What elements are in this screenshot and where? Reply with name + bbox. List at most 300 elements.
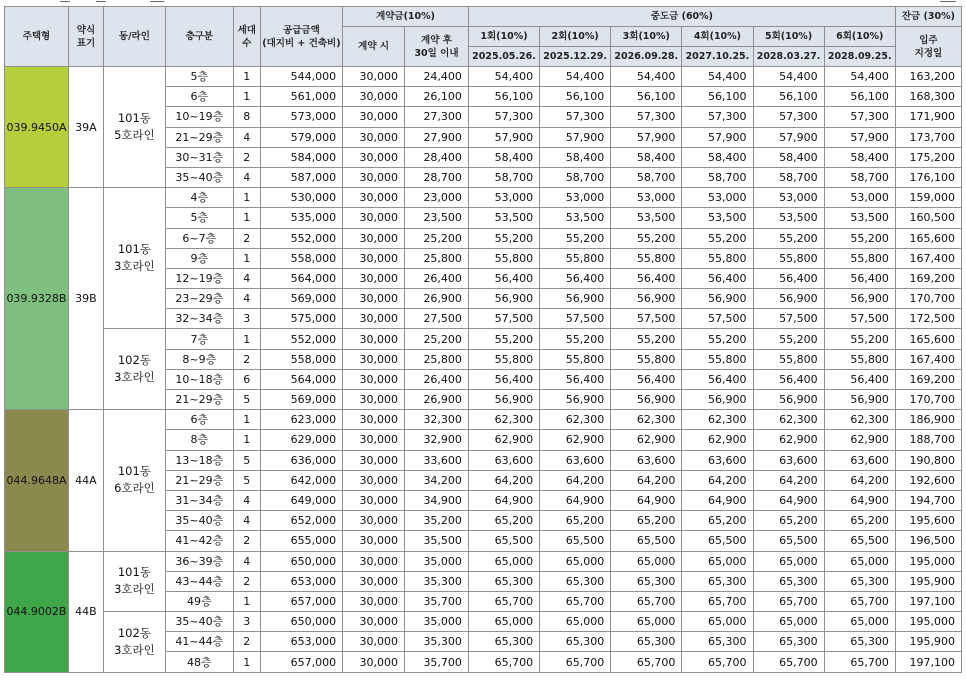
units-cell: 8	[233, 107, 260, 127]
dong-line-cell: 101동 6호라인	[103, 410, 165, 551]
units-cell: 3	[233, 612, 260, 632]
mid-1-cell: 55,200	[468, 228, 539, 248]
deposit-after-cell: 35,300	[405, 632, 469, 652]
mid-3-cell: 65,000	[611, 612, 682, 632]
mid-1-cell: 58,400	[468, 147, 539, 167]
dong-line-cell: 101동 5호라인	[103, 67, 165, 188]
mid-4-cell: 58,700	[682, 167, 753, 187]
table-header	[5, 7, 962, 67]
balance-cell: 167,400	[895, 248, 961, 268]
header-mid-1-date: 2025.05.26.	[468, 47, 539, 67]
deposit-contract-cell: 30,000	[343, 268, 405, 288]
supply-price-cell: 573,000	[260, 107, 342, 127]
mid-3-cell: 65,000	[611, 551, 682, 571]
units-cell: 1	[233, 67, 260, 87]
mid-2-cell: 63,600	[540, 450, 611, 470]
mid-5-cell: 65,000	[753, 551, 824, 571]
mid-3-cell: 57,900	[611, 127, 682, 147]
deposit-after-cell: 27,500	[405, 309, 469, 329]
balance-cell: 197,100	[895, 591, 961, 611]
units-cell: 1	[233, 87, 260, 107]
mid-1-cell: 53,000	[468, 188, 539, 208]
floor-cell: 9층	[165, 248, 233, 268]
balance-cell: 186,900	[895, 410, 961, 430]
deposit-after-cell: 23,500	[405, 208, 469, 228]
dong-line-cell: 102동 3호라인	[103, 612, 165, 673]
mid-1-cell: 57,300	[468, 107, 539, 127]
mid-3-cell: 65,200	[611, 511, 682, 531]
floor-cell: 36~39층	[165, 551, 233, 571]
floor-cell: 41~42층	[165, 531, 233, 551]
mid-2-cell: 56,100	[540, 87, 611, 107]
header-dong-line: 동/라인	[103, 7, 165, 67]
mid-3-cell: 54,400	[611, 67, 682, 87]
mid-3-cell: 56,900	[611, 289, 682, 309]
mid-6-cell: 53,000	[824, 188, 895, 208]
header-mid-group: 중도금 (60%)	[468, 7, 895, 27]
supply-price-cell: 653,000	[260, 571, 342, 591]
supply-price-cell: 629,000	[260, 430, 342, 450]
mid-6-cell: 62,300	[824, 410, 895, 430]
mid-2-cell: 55,200	[540, 228, 611, 248]
mid-4-cell: 55,800	[682, 248, 753, 268]
mid-6-cell: 65,500	[824, 531, 895, 551]
mid-5-cell: 65,500	[753, 531, 824, 551]
mid-3-cell: 55,800	[611, 248, 682, 268]
balance-cell: 170,700	[895, 390, 961, 410]
mid-2-cell: 65,700	[540, 591, 611, 611]
units-cell: 1	[233, 188, 260, 208]
mid-4-cell: 64,200	[682, 470, 753, 490]
mid-1-cell: 56,100	[468, 87, 539, 107]
mid-2-cell: 65,000	[540, 551, 611, 571]
deposit-after-cell: 35,700	[405, 652, 469, 672]
mid-3-cell: 62,300	[611, 410, 682, 430]
mid-3-cell: 55,800	[611, 349, 682, 369]
mid-5-cell: 65,700	[753, 591, 824, 611]
mid-5-cell: 56,100	[753, 87, 824, 107]
mid-4-cell: 58,400	[682, 147, 753, 167]
mid-3-cell: 53,500	[611, 208, 682, 228]
units-cell: 4	[233, 551, 260, 571]
balance-cell: 195,600	[895, 511, 961, 531]
balance-cell: 173,700	[895, 127, 961, 147]
mid-4-cell: 65,500	[682, 531, 753, 551]
mid-4-cell: 53,500	[682, 208, 753, 228]
mid-3-cell: 56,100	[611, 87, 682, 107]
supply-price-cell: 636,000	[260, 450, 342, 470]
mid-3-cell: 57,300	[611, 107, 682, 127]
mid-3-cell: 58,700	[611, 167, 682, 187]
deposit-contract-cell: 30,000	[343, 490, 405, 510]
balance-cell: 197,100	[895, 652, 961, 672]
mid-3-cell: 64,200	[611, 470, 682, 490]
floor-cell: 8~9층	[165, 349, 233, 369]
deposit-contract-cell: 30,000	[343, 289, 405, 309]
mid-1-cell: 63,600	[468, 450, 539, 470]
mid-5-cell: 57,900	[753, 127, 824, 147]
deposit-contract-cell: 30,000	[343, 369, 405, 389]
abbr-cell: 39B	[68, 188, 103, 410]
mid-4-cell: 55,200	[682, 228, 753, 248]
header-mid-6-date: 2028.09.25.	[824, 47, 895, 67]
mid-4-cell: 56,900	[682, 289, 753, 309]
deposit-contract-cell: 30,000	[343, 591, 405, 611]
supply-price-cell: 649,000	[260, 490, 342, 510]
mid-1-cell: 56,900	[468, 289, 539, 309]
mid-1-cell: 57,900	[468, 127, 539, 147]
mid-3-cell: 65,500	[611, 531, 682, 551]
balance-cell: 195,000	[895, 612, 961, 632]
header-mid-5: 5회(10%)	[753, 27, 824, 47]
mid-5-cell: 53,500	[753, 208, 824, 228]
mid-6-cell: 56,400	[824, 369, 895, 389]
deposit-contract-cell: 30,000	[343, 349, 405, 369]
units-cell: 4	[233, 511, 260, 531]
floor-cell: 21~29층	[165, 127, 233, 147]
balance-cell: 192,600	[895, 470, 961, 490]
mid-6-cell: 55,200	[824, 228, 895, 248]
mid-1-cell: 65,500	[468, 531, 539, 551]
mid-1-cell: 56,400	[468, 369, 539, 389]
deposit-after-cell: 25,200	[405, 228, 469, 248]
house-type-cell: 044.9002B	[5, 551, 69, 672]
mid-6-cell: 64,200	[824, 470, 895, 490]
mid-5-cell: 56,900	[753, 390, 824, 410]
mid-6-cell: 57,500	[824, 309, 895, 329]
mid-5-cell: 65,700	[753, 652, 824, 672]
mid-2-cell: 65,200	[540, 511, 611, 531]
supply-price-cell: 561,000	[260, 87, 342, 107]
deposit-after-cell: 25,800	[405, 248, 469, 268]
mid-5-cell: 64,200	[753, 470, 824, 490]
deposit-contract-cell: 30,000	[343, 248, 405, 268]
supply-price-cell: 544,000	[260, 67, 342, 87]
mid-2-cell: 56,900	[540, 390, 611, 410]
mid-4-cell: 53,000	[682, 188, 753, 208]
header-mid-1: 1회(10%)	[468, 27, 539, 47]
deposit-after-cell: 25,200	[405, 329, 469, 349]
mid-1-cell: 64,900	[468, 490, 539, 510]
deposit-contract-cell: 30,000	[343, 551, 405, 571]
floor-cell: 49층	[165, 591, 233, 611]
mid-2-cell: 65,300	[540, 571, 611, 591]
mid-2-cell: 55,800	[540, 248, 611, 268]
mid-1-cell: 62,300	[468, 410, 539, 430]
header-units: 세대 수	[233, 7, 260, 67]
deposit-contract-cell: 30,000	[343, 107, 405, 127]
units-cell: 1	[233, 430, 260, 450]
top-rule	[0, 0, 966, 4]
units-cell: 6	[233, 369, 260, 389]
mid-1-cell: 64,200	[468, 470, 539, 490]
mid-6-cell: 55,200	[824, 329, 895, 349]
deposit-contract-cell: 30,000	[343, 67, 405, 87]
deposit-after-cell: 26,400	[405, 369, 469, 389]
mid-5-cell: 57,300	[753, 107, 824, 127]
balance-cell: 160,500	[895, 208, 961, 228]
deposit-contract-cell: 30,000	[343, 188, 405, 208]
header-mid-6: 6회(10%)	[824, 27, 895, 47]
mid-1-cell: 56,900	[468, 390, 539, 410]
mid-6-cell: 55,800	[824, 349, 895, 369]
floor-cell: 48층	[165, 652, 233, 672]
supply-price-cell: 564,000	[260, 268, 342, 288]
mid-6-cell: 65,300	[824, 632, 895, 652]
mid-2-cell: 64,900	[540, 490, 611, 510]
floor-cell: 35~40층	[165, 511, 233, 531]
mid-1-cell: 56,400	[468, 268, 539, 288]
balance-cell: 172,500	[895, 309, 961, 329]
deposit-contract-cell: 30,000	[343, 167, 405, 187]
deposit-after-cell: 25,800	[405, 349, 469, 369]
header-deposit-at-contract: 계약 시	[343, 27, 405, 67]
mid-2-cell: 57,900	[540, 127, 611, 147]
units-cell: 1	[233, 329, 260, 349]
balance-cell: 163,200	[895, 67, 961, 87]
floor-cell: 35~40층	[165, 612, 233, 632]
balance-cell: 195,900	[895, 571, 961, 591]
mid-5-cell: 65,300	[753, 632, 824, 652]
mid-6-cell: 62,900	[824, 430, 895, 450]
header-deposit-group: 계약금(10%)	[343, 7, 469, 27]
mid-5-cell: 63,600	[753, 450, 824, 470]
supply-price-cell: 657,000	[260, 591, 342, 611]
mid-1-cell: 55,800	[468, 349, 539, 369]
mid-2-cell: 56,900	[540, 289, 611, 309]
mid-3-cell: 65,700	[611, 591, 682, 611]
mid-1-cell: 65,700	[468, 652, 539, 672]
mid-2-cell: 62,300	[540, 410, 611, 430]
balance-cell: 176,100	[895, 167, 961, 187]
deposit-contract-cell: 30,000	[343, 470, 405, 490]
mid-2-cell: 65,300	[540, 632, 611, 652]
mid-3-cell: 55,200	[611, 329, 682, 349]
mid-2-cell: 65,000	[540, 612, 611, 632]
mid-3-cell: 56,400	[611, 369, 682, 389]
abbr-cell: 44B	[68, 551, 103, 672]
deposit-contract-cell: 30,000	[343, 571, 405, 591]
deposit-after-cell: 26,900	[405, 289, 469, 309]
mid-4-cell: 62,900	[682, 430, 753, 450]
mid-4-cell: 63,600	[682, 450, 753, 470]
units-cell: 4	[233, 127, 260, 147]
mid-5-cell: 65,300	[753, 571, 824, 591]
mid-6-cell: 63,600	[824, 450, 895, 470]
mid-2-cell: 58,700	[540, 167, 611, 187]
mid-2-cell: 56,400	[540, 268, 611, 288]
floor-cell: 8층	[165, 430, 233, 450]
mid-5-cell: 62,900	[753, 430, 824, 450]
deposit-contract-cell: 30,000	[343, 329, 405, 349]
supply-price-cell: 657,000	[260, 652, 342, 672]
units-cell: 1	[233, 208, 260, 228]
deposit-contract-cell: 30,000	[343, 430, 405, 450]
mid-4-cell: 56,900	[682, 390, 753, 410]
balance-cell: 194,700	[895, 490, 961, 510]
supply-price-cell: 653,000	[260, 632, 342, 652]
mid-5-cell: 56,400	[753, 369, 824, 389]
floor-cell: 21~29층	[165, 390, 233, 410]
mid-1-cell: 62,900	[468, 430, 539, 450]
deposit-contract-cell: 30,000	[343, 390, 405, 410]
supply-price-cell: 652,000	[260, 511, 342, 531]
units-cell: 2	[233, 228, 260, 248]
units-cell: 2	[233, 147, 260, 167]
units-cell: 1	[233, 410, 260, 430]
mid-6-cell: 65,000	[824, 612, 895, 632]
floor-cell: 21~29층	[165, 470, 233, 490]
mid-2-cell: 65,500	[540, 531, 611, 551]
mid-1-cell: 55,800	[468, 248, 539, 268]
table-row	[5, 551, 962, 571]
mid-2-cell: 58,400	[540, 147, 611, 167]
mid-3-cell: 55,200	[611, 228, 682, 248]
mid-1-cell: 53,500	[468, 208, 539, 228]
balance-cell: 175,200	[895, 147, 961, 167]
mid-6-cell: 65,200	[824, 511, 895, 531]
mid-3-cell: 65,700	[611, 652, 682, 672]
mid-1-cell: 54,400	[468, 67, 539, 87]
floor-cell: 13~18층	[165, 450, 233, 470]
header-supply-price: 공급금액 (대지비 + 건축비)	[260, 7, 342, 67]
abbr-cell: 39A	[68, 67, 103, 188]
abbr-cell: 44A	[68, 410, 103, 551]
units-cell: 4	[233, 289, 260, 309]
mid-3-cell: 57,500	[611, 309, 682, 329]
table-row	[5, 329, 962, 349]
units-cell: 5	[233, 470, 260, 490]
mid-4-cell: 65,000	[682, 612, 753, 632]
deposit-contract-cell: 30,000	[343, 531, 405, 551]
mid-3-cell: 58,400	[611, 147, 682, 167]
mid-5-cell: 54,400	[753, 67, 824, 87]
mid-2-cell: 53,500	[540, 208, 611, 228]
mid-5-cell: 55,800	[753, 248, 824, 268]
mid-6-cell: 58,400	[824, 147, 895, 167]
floor-cell: 30~31층	[165, 147, 233, 167]
mid-3-cell: 65,300	[611, 632, 682, 652]
mid-5-cell: 65,200	[753, 511, 824, 531]
balance-cell: 165,600	[895, 329, 961, 349]
deposit-after-cell: 24,400	[405, 67, 469, 87]
deposit-after-cell: 35,000	[405, 551, 469, 571]
units-cell: 4	[233, 490, 260, 510]
price-table	[4, 6, 962, 673]
mid-2-cell: 64,200	[540, 470, 611, 490]
balance-cell: 170,700	[895, 289, 961, 309]
units-cell: 5	[233, 450, 260, 470]
balance-cell: 168,300	[895, 87, 961, 107]
supply-price-cell: 552,000	[260, 329, 342, 349]
deposit-contract-cell: 30,000	[343, 410, 405, 430]
deposit-contract-cell: 30,000	[343, 632, 405, 652]
supply-price-cell: 558,000	[260, 349, 342, 369]
mid-6-cell: 56,900	[824, 289, 895, 309]
deposit-after-cell: 34,900	[405, 490, 469, 510]
mid-1-cell: 65,000	[468, 612, 539, 632]
deposit-after-cell: 35,000	[405, 612, 469, 632]
header-mid-2-date: 2025.12.29.	[540, 47, 611, 67]
mid-1-cell: 58,700	[468, 167, 539, 187]
deposit-contract-cell: 30,000	[343, 228, 405, 248]
mid-2-cell: 53,000	[540, 188, 611, 208]
header-mid-3-date: 2026.09.28.	[611, 47, 682, 67]
deposit-after-cell: 28,700	[405, 167, 469, 187]
deposit-after-cell: 32,300	[405, 410, 469, 430]
deposit-after-cell: 35,300	[405, 571, 469, 591]
header-mid-4: 4회(10%)	[682, 27, 753, 47]
mid-5-cell: 57,500	[753, 309, 824, 329]
deposit-after-cell: 27,900	[405, 127, 469, 147]
house-type-cell: 039.9328B	[5, 188, 69, 410]
floor-cell: 6층	[165, 87, 233, 107]
floor-cell: 31~34층	[165, 490, 233, 510]
mid-6-cell: 64,900	[824, 490, 895, 510]
mid-4-cell: 65,200	[682, 511, 753, 531]
mid-4-cell: 55,200	[682, 329, 753, 349]
supply-price-cell: 650,000	[260, 612, 342, 632]
floor-cell: 5층	[165, 67, 233, 87]
units-cell: 1	[233, 652, 260, 672]
mid-1-cell: 57,500	[468, 309, 539, 329]
deposit-contract-cell: 30,000	[343, 147, 405, 167]
balance-cell: 196,500	[895, 531, 961, 551]
mid-4-cell: 65,700	[682, 652, 753, 672]
mid-4-cell: 56,400	[682, 268, 753, 288]
mid-2-cell: 57,500	[540, 309, 611, 329]
floor-cell: 6층	[165, 410, 233, 430]
deposit-after-cell: 28,400	[405, 147, 469, 167]
floor-cell: 23~29층	[165, 289, 233, 309]
mid-3-cell: 64,900	[611, 490, 682, 510]
mid-4-cell: 57,500	[682, 309, 753, 329]
floor-cell: 10~19층	[165, 107, 233, 127]
deposit-after-cell: 35,700	[405, 591, 469, 611]
mid-4-cell: 56,400	[682, 369, 753, 389]
deposit-contract-cell: 30,000	[343, 127, 405, 147]
supply-price-cell: 579,000	[260, 127, 342, 147]
mid-4-cell: 55,800	[682, 349, 753, 369]
mid-5-cell: 55,800	[753, 349, 824, 369]
mid-5-cell: 65,000	[753, 612, 824, 632]
balance-cell: 167,400	[895, 349, 961, 369]
floor-cell: 12~19층	[165, 268, 233, 288]
mid-5-cell: 55,200	[753, 329, 824, 349]
mid-3-cell: 62,900	[611, 430, 682, 450]
balance-cell: 165,600	[895, 228, 961, 248]
deposit-after-cell: 27,300	[405, 107, 469, 127]
deposit-after-cell: 26,400	[405, 268, 469, 288]
mid-6-cell: 65,700	[824, 652, 895, 672]
mid-4-cell: 64,900	[682, 490, 753, 510]
floor-cell: 35~40층	[165, 167, 233, 187]
mid-4-cell: 65,000	[682, 551, 753, 571]
table-row	[5, 188, 962, 208]
mid-6-cell: 65,000	[824, 551, 895, 571]
supply-price-cell: 558,000	[260, 248, 342, 268]
balance-cell: 169,200	[895, 268, 961, 288]
mid-2-cell: 55,200	[540, 329, 611, 349]
mid-5-cell: 56,400	[753, 268, 824, 288]
supply-price-cell: 575,000	[260, 309, 342, 329]
mid-5-cell: 62,300	[753, 410, 824, 430]
mid-1-cell: 65,300	[468, 571, 539, 591]
deposit-after-cell: 23,000	[405, 188, 469, 208]
header-mid-5-date: 2028.03.27.	[753, 47, 824, 67]
supply-price-cell: 552,000	[260, 228, 342, 248]
mid-6-cell: 56,400	[824, 268, 895, 288]
